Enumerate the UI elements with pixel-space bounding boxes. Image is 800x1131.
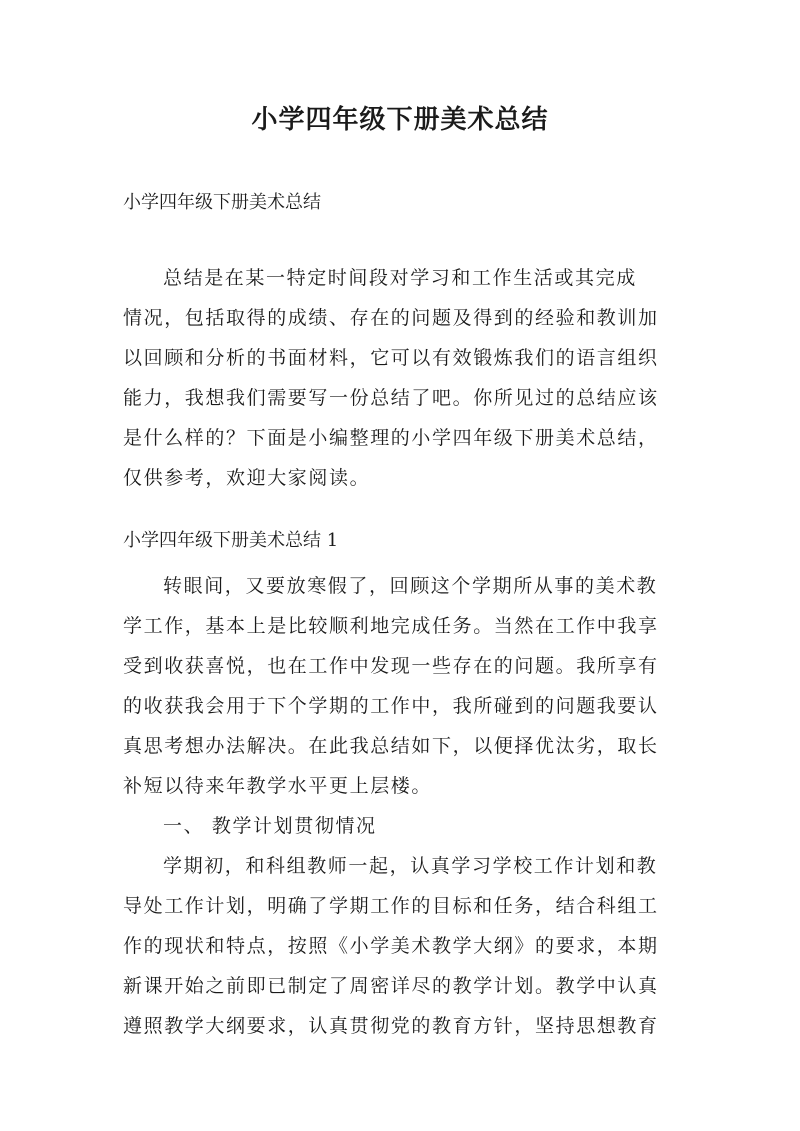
intro-line: 仅供参考，欢迎大家阅读。	[123, 467, 371, 489]
intro-line: 能力，我想我们需要写一份总结了吧。你所见过的总结应该	[123, 387, 659, 409]
body-line: 转眼间，又要放寒假了，回顾这个学期所从事的美术教	[163, 575, 658, 597]
section-body	[123, 566, 683, 1046]
intro-paragraph	[123, 258, 683, 498]
body-line: 作的现状和特点，按照《小学美术教学大纲》的要求，本期	[123, 935, 659, 957]
intro-line: 以回顾和分析的书面材料，它可以有效锻炼我们的语言组织	[123, 347, 659, 369]
body-line: 遵照教学大纲要求，认真贯彻党的教育方针，坚持思想教育	[123, 1015, 659, 1037]
body-line: 学工作，基本上是比较顺利地完成任务。当然在工作中我享	[123, 615, 659, 637]
body-line: 真思考想办法解决。在此我总结如下，以便择优汰劣，取长	[123, 735, 659, 757]
intro-line: 情况，包括取得的成绩、存在的问题及得到的经验和教训加	[123, 307, 659, 329]
document-title: 小学四年级下册美术总结	[251, 105, 549, 135]
intro-line: 总结是在某一特定时间段对学习和工作生活或其完成	[163, 267, 637, 289]
body-line: 的收获我会用于下个学期的工作中，我所碰到的问题我要认	[123, 695, 659, 717]
body-line: 受到收获喜悦，也在工作中发现一些存在的问题。我所享有	[123, 655, 659, 677]
intro-line: 是什么样的？下面是小编整理的小学四年级下册美术总结，	[123, 427, 659, 449]
body-line: 学期初，和科组教师一起，认真学习学校工作计划和教	[163, 855, 658, 877]
subsection-heading: 一、 教学计划贯彻情况	[163, 815, 377, 837]
body-line: 补短以待来年教学水平更上层楼。	[123, 775, 433, 797]
document-subtitle: 小学四年级下册美术总结	[123, 192, 321, 213]
section-heading: 小学四年级下册美术总结 1	[123, 530, 339, 551]
body-line: 新课开始之前即已制定了周密详尽的教学计划。教学中认真	[123, 975, 659, 997]
body-line: 导处工作计划，明确了学期工作的目标和任务，结合科组工	[123, 895, 659, 917]
